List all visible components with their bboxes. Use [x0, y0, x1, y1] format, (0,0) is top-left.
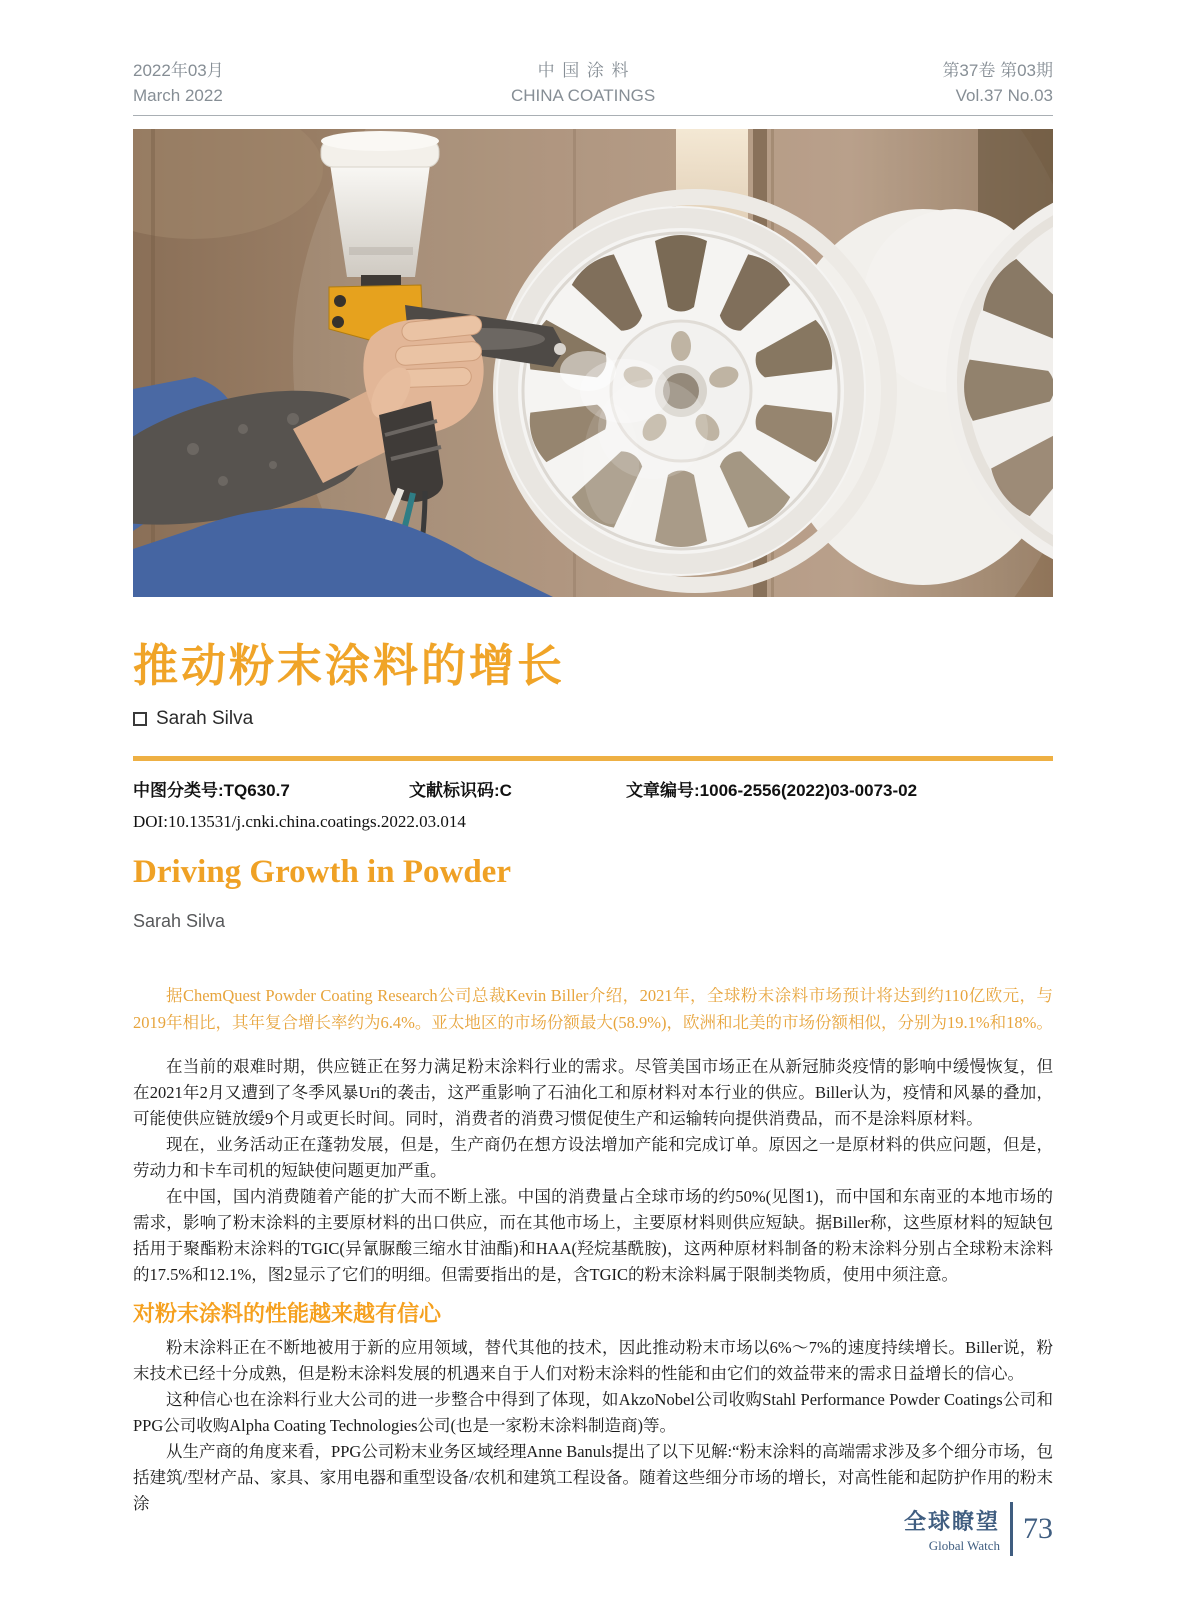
page-footer: [904, 1502, 1053, 1556]
article-meta-row: [133, 776, 1053, 801]
header-date-block: [133, 58, 224, 108]
meta-doi: DOI:10.13531/j.cnki.china.coatings.2022.03.014: [133, 812, 466, 831]
body-paragraph: 现在，业务活动正在蓬勃发展，但是，生产商仍在想方设法增加产能和完成订单。原因之一是原材料的供应问题，但是，劳动力和卡车司机的短缺使问题更加严重。: [133, 1135, 1053, 1180]
meta-article-id: 文章编号:1006-2556(2022)03-0073-02: [626, 781, 918, 800]
section-heading: 对粉末涂料的性能越来越有信心: [133, 1301, 442, 1326]
footer-section-en: Global Watch: [928, 1537, 1000, 1553]
page-number: 73: [1023, 1512, 1053, 1545]
section-paragraph: 粉末涂料正在不断地被用于新的应用领域，替代其他的技术，因此推动粉末市场以6%～7%的速度持续增长。Biller说，粉末技术已经十分成熟，但是粉末涂料发展的机遇来自于人们对粉末涂料的性能和由它们的效益带来的需求日益增长的信心。: [133, 1338, 1053, 1383]
article-title-en: Driving Growth in Powder: [133, 854, 511, 890]
header-date-en: March 2022: [133, 86, 223, 105]
header-journal-en: CHINA COATINGS: [510, 86, 656, 105]
section-paragraph: 这种信心也在涂料行业大公司的进一步整合中得到了体现，如AkzoNobel公司收购Stahl Performance Powder Coatings公司和PPG公司收购Alpha Coating Technologies公司(也是一家粉末涂料制造商)等。: [133, 1390, 1053, 1435]
author-name: Sarah Silva: [156, 708, 254, 729]
body-paragraph: 在当前的艰难时期，供应链正在努力满足粉末涂料行业的需求。尽管美国市场正在从新冠肺炎疫情的影响中缓慢恢复，但在2021年2月又遭到了冬季风暴Uri的袭击，这严重影响了石油化工和原材料对本行业的供应。Biller认为，疫情和风暴的叠加，可能使供应链放缓9个月或更长时间。同时，消费者的消费习惯促使生产和运输转向提供消费品，而不是涂料原材料。: [133, 1057, 1053, 1128]
header-issue-en: Vol.37 No.03: [955, 86, 1053, 105]
meta-clc: 中图分类号:TQ630.7: [133, 781, 290, 800]
author-name-en: Sarah Silva: [133, 911, 226, 931]
header-journal-cn: 中国涂料: [537, 61, 637, 80]
page-header: [133, 0, 1053, 108]
header-divider: [133, 115, 1053, 116]
header-date-cn: 2022年03月: [133, 61, 224, 80]
header-journal-block: [511, 58, 655, 108]
footer-section-name: [904, 1505, 1000, 1554]
author-square-icon: [133, 712, 147, 726]
wheel-main: [496, 197, 889, 585]
powder-coating-photo-illustration: [133, 129, 1053, 597]
meta-doc-code: 文献标识码:C: [409, 781, 512, 800]
header-issue-cn: 第37卷 第03期: [942, 61, 1053, 80]
accent-divider-bar: [133, 756, 1053, 761]
body-paragraph: 在中国，国内消费随着产能的扩大而不断上涨。中国的消费量占全球市场的约50%(见图1)，而中国和东南亚的本地市场的需求，影响了粉末涂料的主要原材料的出口供应，而在其他市场上，主要原材料则供应短缺。据Biller称，这些原材料的短缺包括用于聚酯粉末涂料的TGIC(异氰脲酸三缩水甘油酯)和HAA(羟烷基酰胺)，这两种原材料制备的粉末涂料分别占全球粉末涂料的17.5%和12.1%，图2显示了它们的明细。但需要指出的是，含TGIC的粉末涂料属于限制类物质，使用中须注意。: [133, 1187, 1053, 1284]
footer-divider: [1010, 1502, 1013, 1556]
article-abstract: 据ChemQuest Powder Coating Research公司总裁Kevin Biller介绍，2021年，全球粉末涂料市场预计将达到约110亿欧元，与2019年相比，其年复合增长率约为6.4%。亚太地区的市场份额最大(58.9%)，欧洲和北美的市场份额相似，分别为19.1%和18%。: [133, 986, 1053, 1032]
hero-photo: [133, 129, 1053, 597]
header-issue-block: [942, 58, 1053, 108]
section-paragraph: 从生产商的角度来看，PPG公司粉末业务区域经理Anne Banuls提出了以下见解:“粉末涂料的高端需求涉及多个细分市场，包括建筑/型材产品、家具、家用电器和重型设备/农机和建筑工程设备。随着这些细分市场的增长，对高性能和起防护作用的粉末涂: [133, 1442, 1053, 1513]
article-title-cn: 推动粉末涂料的增长: [133, 640, 566, 691]
author-row: [133, 708, 1053, 730]
footer-section-cn: 全球瞭望: [903, 1508, 1000, 1534]
